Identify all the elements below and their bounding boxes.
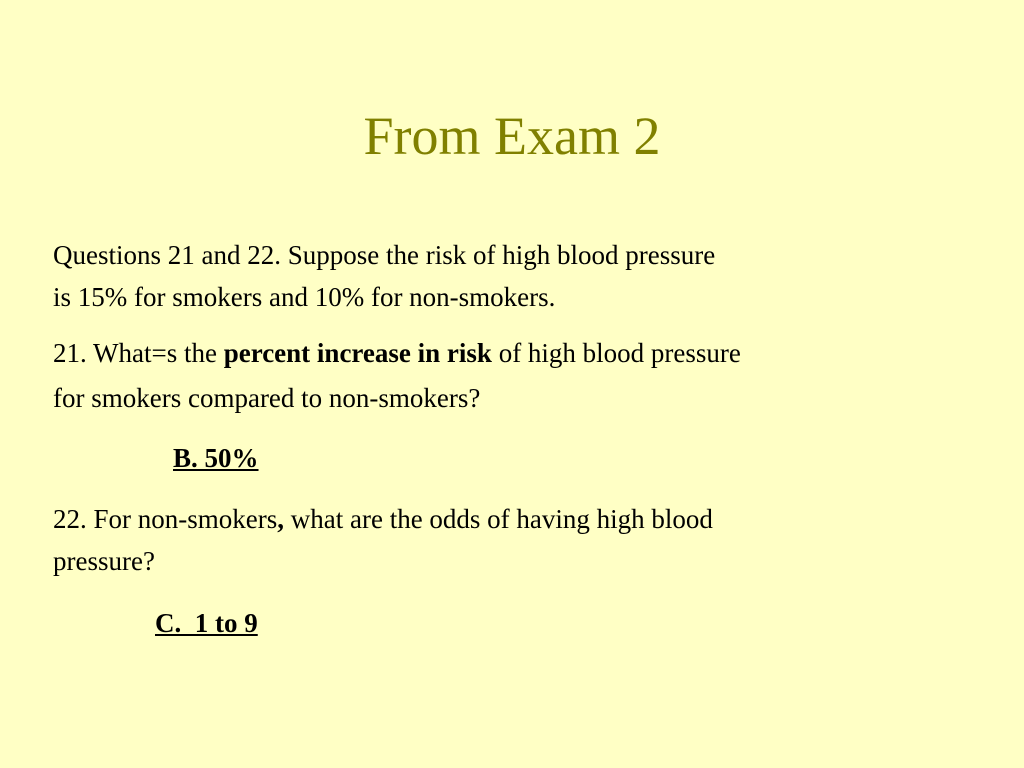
question-22-suffix: what are the odds of having high blood [284, 504, 713, 534]
question-22-line-2: pressure? [53, 546, 155, 576]
question-22-line-1 [53, 498, 953, 540]
question-22-prefix: 22. For non-smokers [53, 504, 278, 534]
question-21-prefix: 21. What=s the [53, 338, 224, 368]
answer-21: B. 50% [173, 443, 259, 473]
intro-paragraph [53, 234, 953, 318]
question-22-emphasis: , [277, 504, 284, 534]
question-21 [53, 331, 953, 421]
intro-line-1: Questions 21 and 22. Suppose the risk of high blood pressure [53, 240, 716, 270]
question-21-line-2: for smokers compared to non-smokers? [53, 383, 481, 413]
answer-22: C. 1 to 9 [155, 608, 258, 638]
slide-title: From Exam 2 [363, 106, 661, 166]
question-21-emphasis: percent increase in risk [223, 338, 492, 368]
question-21-line-1 [53, 331, 953, 376]
question-21-suffix: of high blood pressure [491, 338, 741, 368]
intro-line-2: is 15% for smokers and 10% for non-smokers. [53, 282, 556, 312]
question-22 [53, 498, 953, 582]
